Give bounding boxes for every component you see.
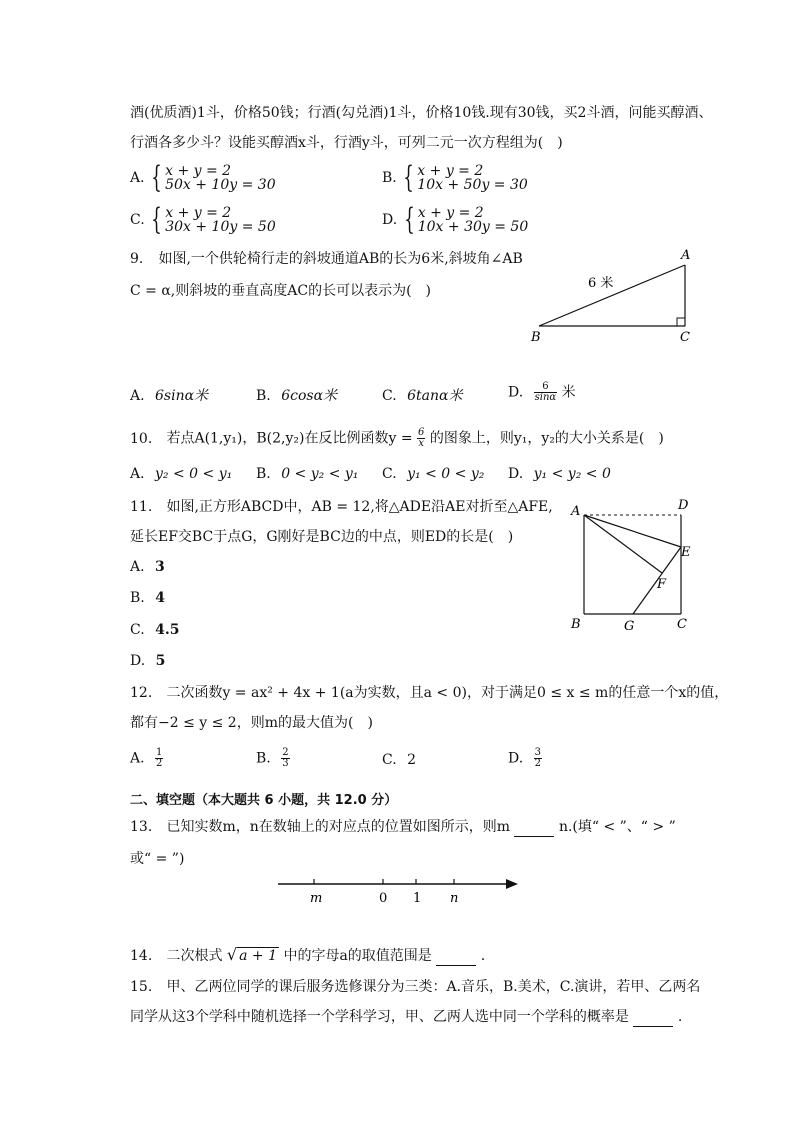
label-n: n xyxy=(450,891,459,906)
q12-option-d[interactable]: D. $\frac{3}{2}$ xyxy=(508,747,542,769)
q8-option-a[interactable] xyxy=(130,160,276,195)
q13-line1: 13. 已知实数m，n在数轴上的对应点的位置如图所示，则m n.(填“ < ”、“ > ” xyxy=(130,819,676,835)
option-label: C. xyxy=(130,212,145,228)
brace-icon: { xyxy=(151,202,162,237)
q13-line2: 或“ = ”) xyxy=(130,851,185,867)
label-e: E xyxy=(681,545,691,560)
label-a: A xyxy=(571,504,581,519)
label-a: A xyxy=(681,248,691,263)
label-g: G xyxy=(624,619,635,634)
q15-line2: 同学从这3个学科中随机选择一个学科学习，甲、乙两人选中同一个学科的概率是 . xyxy=(130,1009,683,1025)
q9-line1: 9. 如图,一个供轮椅行走的斜坡通道AB的长为6米,斜坡角∠AB xyxy=(130,251,523,267)
q9-line2: C = α,则斜坡的垂直高度AC的长可以表示为( ) xyxy=(130,283,431,299)
q9-option-c[interactable]: C. 6tanα米 xyxy=(382,388,463,404)
question-number: 9. xyxy=(130,251,144,267)
option-label: A. xyxy=(130,170,145,186)
q12-option-c[interactable]: C. 2 xyxy=(382,752,417,768)
label-one: 1 xyxy=(413,891,422,906)
q8-option-b[interactable] xyxy=(382,160,528,195)
segment-af xyxy=(584,515,662,573)
q8-line1: 酒(优质酒)1斗，价格50钱；行酒(勾兑酒)1斗，价格10钱.现有30钱，买2斗酒，问能买醇酒、 xyxy=(130,105,713,121)
q10-option-c[interactable]: C. y₁ < 0 < y₂ xyxy=(382,466,485,482)
label-f: F xyxy=(657,577,667,592)
q11-option-c[interactable]: C. 4.5 xyxy=(130,622,180,638)
answer-blank[interactable] xyxy=(633,1008,673,1027)
radical-icon: √ xyxy=(226,945,238,964)
q11-square-figure xyxy=(565,495,705,635)
q11-option-b[interactable]: B. 4 xyxy=(130,590,165,606)
q14-line: 14. 二次根式 √ a + 1 中的字母a的取值范围是 . xyxy=(130,945,486,964)
equation-1: x + y = 2 xyxy=(165,205,232,221)
q10-option-b[interactable]: B. 0 < y₂ < y₁ xyxy=(256,466,359,482)
q11-line1: 11. 如图,正方形ABCD中，AB = 12,将△ADE沿AE对折至△AFE, xyxy=(130,499,553,515)
option-label: D. xyxy=(382,212,398,228)
answer-blank[interactable] xyxy=(436,947,476,966)
equation-2: 10x + 30y = 50 xyxy=(417,219,529,235)
q15-line1: 15. 甲、乙两位同学的课后服务选修课分为三类：A.音乐，B.美术，C.演讲，若甲、乙两名 xyxy=(130,979,701,995)
q11-option-d[interactable]: D. 5 xyxy=(130,653,166,669)
slope-line-ab xyxy=(539,265,685,326)
label-b: B xyxy=(571,617,581,632)
arrow-icon xyxy=(506,879,518,889)
label-d: D xyxy=(678,498,689,513)
q9-slope-figure xyxy=(520,245,710,345)
label-b: B xyxy=(531,330,541,345)
q11-line2: 延长EF交BC于点G，G刚好是BC边的中点，则ED的长是( ) xyxy=(130,529,514,545)
q12-option-a[interactable]: A. $\frac{1}{2}$ xyxy=(130,747,163,769)
length-label: 6 米 xyxy=(588,276,614,291)
q10-option-a[interactable]: A. y₂ < 0 < y₁ xyxy=(130,466,233,482)
equation-2: 30x + 10y = 50 xyxy=(165,219,276,235)
q12-option-b[interactable]: B. $\frac{2}{3}$ xyxy=(256,747,289,769)
label-c: C xyxy=(680,330,690,345)
q8-option-d[interactable] xyxy=(382,202,529,237)
brace-icon: { xyxy=(151,160,162,195)
q12-line1: 12. 二次函数y = ax² + 4x + 1(a为实数，且a < 0)，对于满足0 ≤ x ≤ m的任意一个x的值， xyxy=(130,685,729,701)
q13-number-line xyxy=(270,870,530,910)
q12-line2: 都有−2 ≤ y ≤ 2，则m的最大值为( ) xyxy=(130,715,373,731)
section-heading: 二、填空题（本大题共 6 小题，共 12.0 分） xyxy=(130,793,398,808)
q9-option-b[interactable]: B. 6cosα米 xyxy=(256,388,338,404)
equation-1: x + y = 2 xyxy=(165,163,232,179)
equation-2: 50x + 10y = 30 xyxy=(165,177,276,193)
q10-option-d[interactable]: D. y₁ < y₂ < 0 xyxy=(508,466,611,482)
right-angle-mark xyxy=(677,318,685,326)
radicand: a + 1 xyxy=(239,948,277,964)
q11-option-a[interactable]: A. 3 xyxy=(130,559,165,575)
q9-option-d[interactable]: D. $\frac{6}{\sin\alpha}$ 米 xyxy=(508,381,576,403)
q8-line2: 行酒各多少斗？设能买醇酒x斗，行酒y斗，可列二元一次方程组为( ) xyxy=(130,135,563,151)
equation-1: x + y = 2 xyxy=(417,205,484,221)
option-label: B. xyxy=(382,170,397,186)
q8-option-c[interactable] xyxy=(130,202,276,237)
brace-icon: { xyxy=(403,160,415,195)
equation-1: x + y = 2 xyxy=(417,163,484,179)
answer-blank[interactable] xyxy=(514,818,554,837)
brace-icon: { xyxy=(403,202,415,237)
q10-line1: 10. 若点A(1,y₁)，B(2,y₂)在反比例函数y = $\frac{6}{x}$ 的图象上，则y₁，y₂的大小关系是( ) xyxy=(130,427,664,449)
label-zero: 0 xyxy=(379,891,388,906)
segment-ae xyxy=(584,515,681,547)
label-m: m xyxy=(310,891,323,906)
label-c: C xyxy=(677,617,687,632)
equation-2: 10x + 50y = 30 xyxy=(417,177,528,193)
q9-option-a[interactable]: A. 6sinα米 xyxy=(130,388,209,404)
